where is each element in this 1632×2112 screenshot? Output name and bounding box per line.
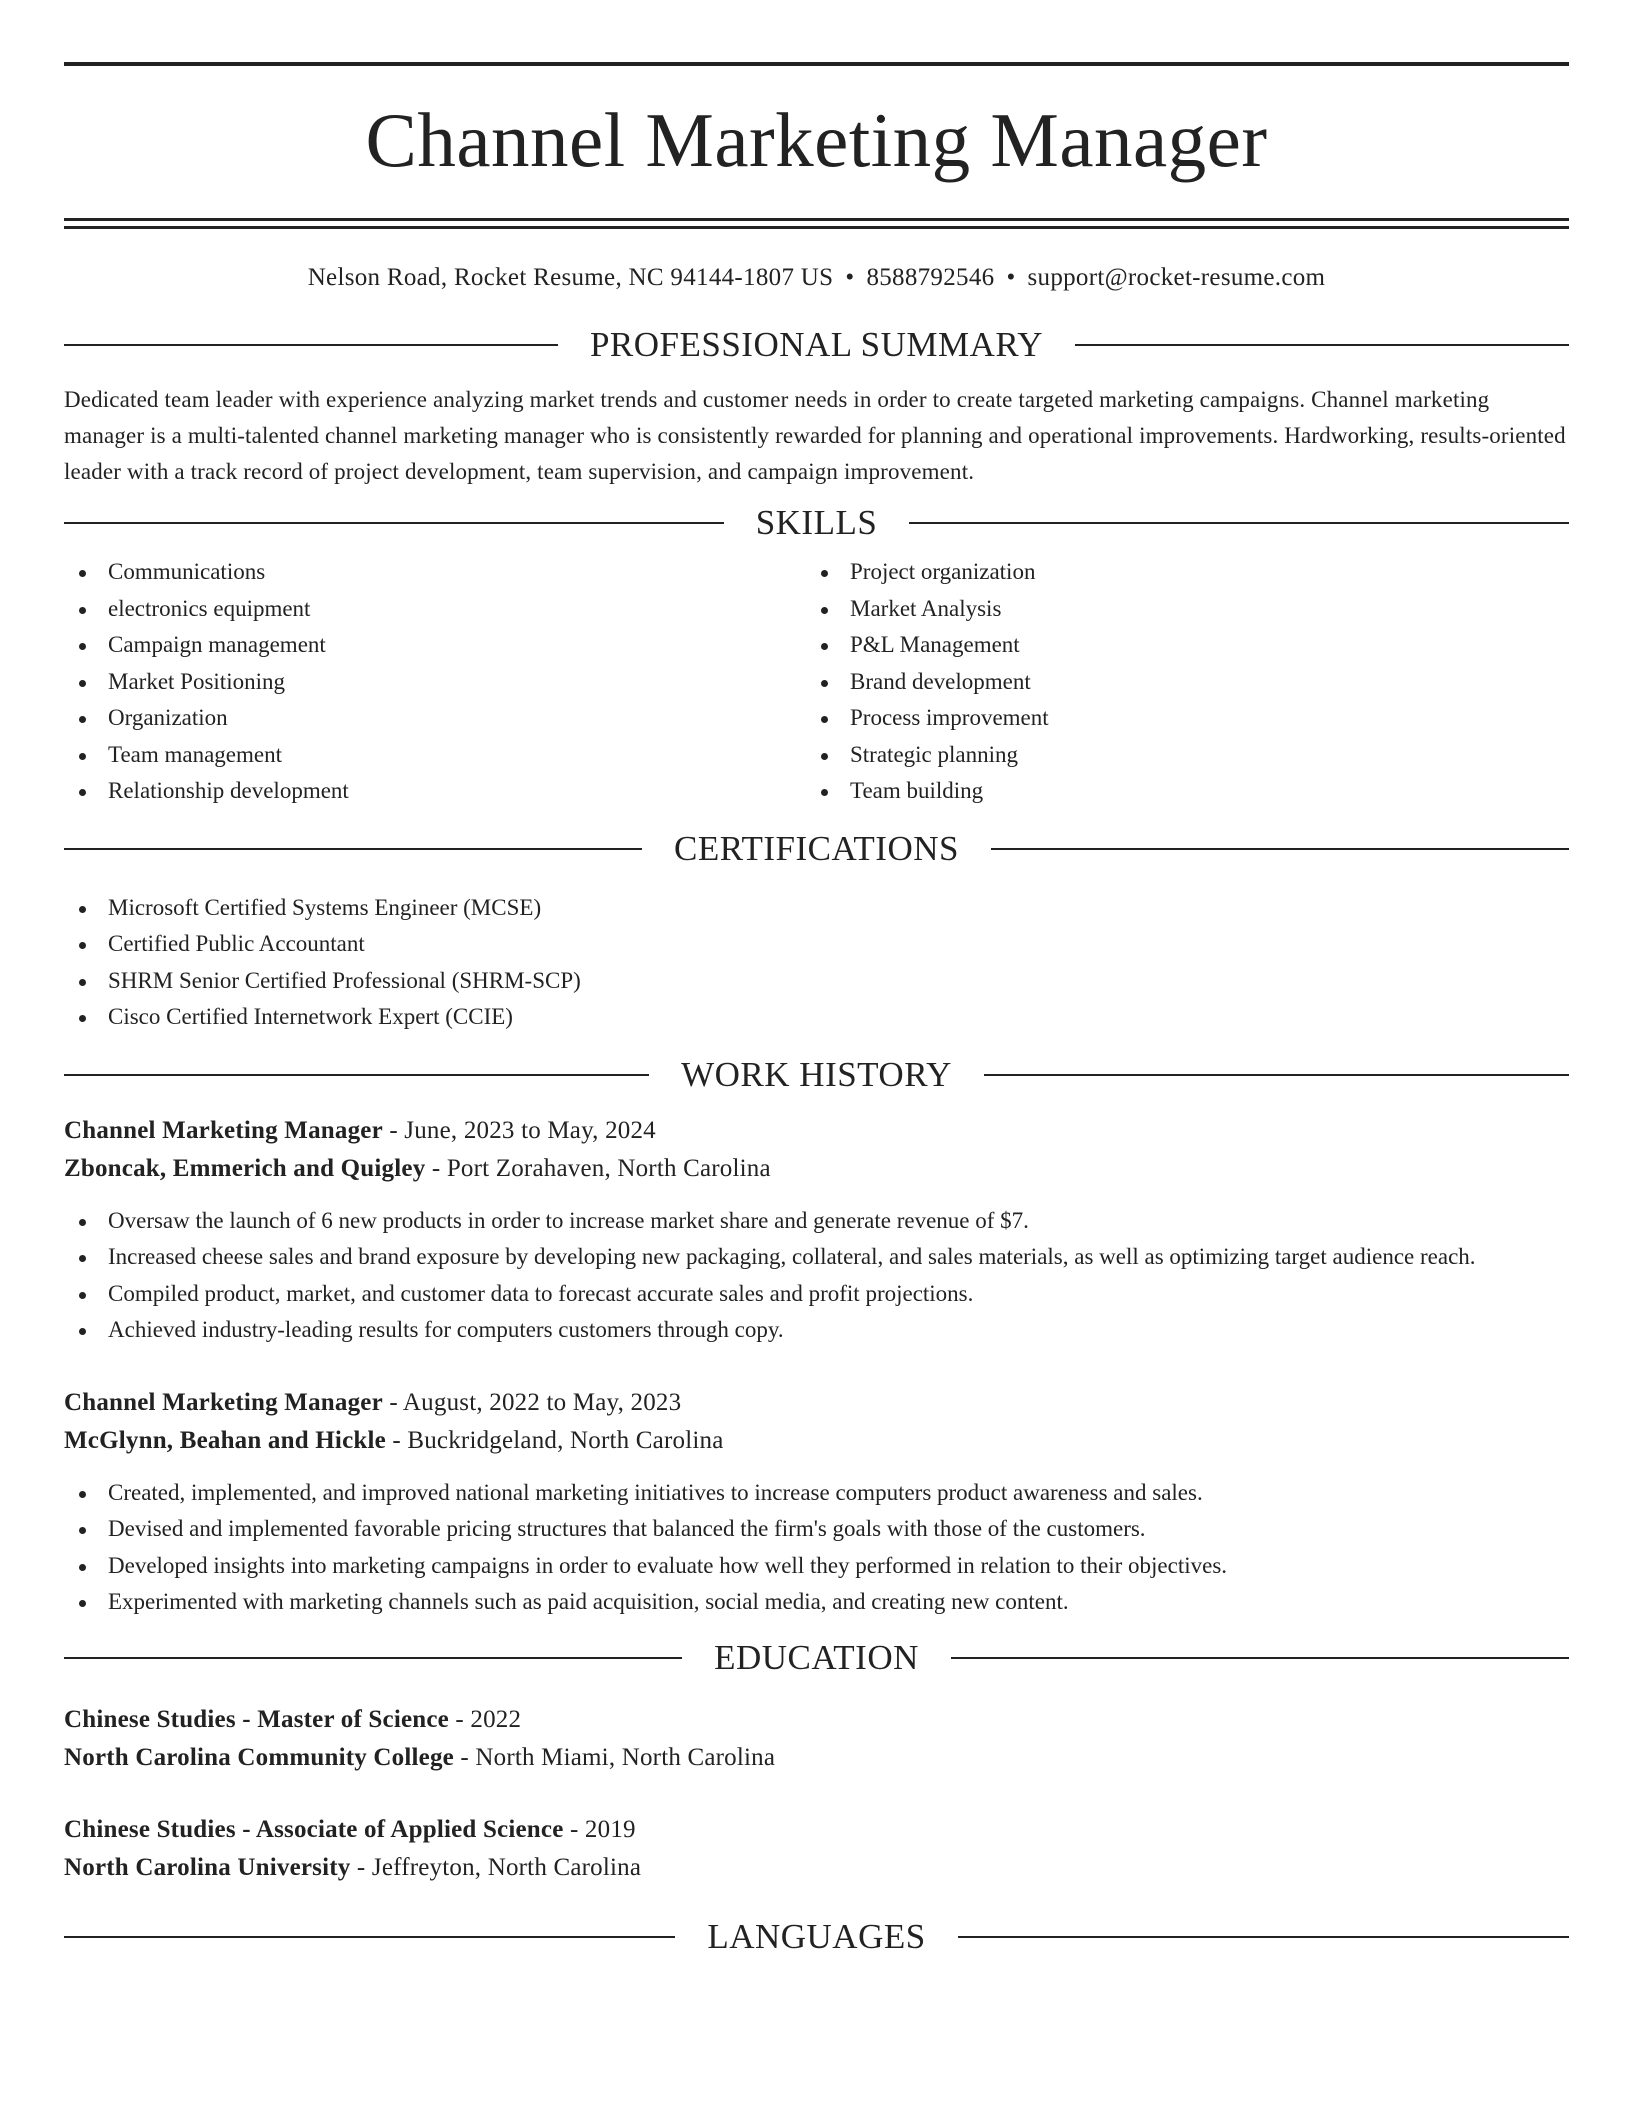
education-school-line xyxy=(64,1739,1569,1777)
skills-list-right xyxy=(806,554,1548,810)
list-item: Microsoft Certified Systems Engineer (MCSE) xyxy=(64,890,1569,927)
section-heading-certifications xyxy=(64,829,1569,869)
section-title: EDUCATION xyxy=(714,1637,919,1677)
summary-text: Dedicated team leader with experience analyzing market trends and customer needs in order to create targeted marketing campaigns. Channel marketing manager is a multi-talented channel marketing manager who is consistently rewarded for planning and operational improvements. Hardworking, results-oriented leader with a track record of project development, team supervision, and campaign improvement. xyxy=(64,387,1566,484)
section-heading-languages xyxy=(64,1917,1569,1957)
skills-columns xyxy=(64,554,1569,810)
list-item: Market Positioning xyxy=(64,664,806,701)
job-dates: - June, 2023 to May, 2024 xyxy=(382,1116,656,1144)
list-item: Relationship development xyxy=(64,773,806,810)
education-school-line xyxy=(64,1849,1569,1887)
job-company: Zboncak, Emmerich and Quigley xyxy=(64,1154,426,1182)
education-degree: Chinese Studies - Associate of Applied Science xyxy=(64,1815,564,1843)
list-item: Team management xyxy=(64,737,806,774)
job-title-line xyxy=(64,1112,1569,1150)
list-item: Increased cheese sales and brand exposure by developing new packaging, collateral, and sales materials, as well as optimizing target audience reach. xyxy=(64,1239,1569,1276)
job-dates: - August, 2022 to May, 2023 xyxy=(382,1388,682,1416)
education-entry xyxy=(64,1811,1569,1887)
section-heading-summary xyxy=(64,325,1569,365)
section-title: SKILLS xyxy=(755,503,878,542)
section-title: LANGUAGES xyxy=(707,1916,926,1956)
job-entry xyxy=(64,1112,1569,1349)
contact-separator: • xyxy=(1006,264,1016,291)
job-location: - Buckridgeland, North Carolina xyxy=(385,1426,724,1454)
job-title-line xyxy=(64,1384,1569,1422)
list-item: Communications xyxy=(64,554,806,591)
list-item: Process improvement xyxy=(806,700,1548,737)
skills-list-left xyxy=(64,554,806,810)
list-item: Experimented with marketing channels such as paid acquisition, social media, and creating new content. xyxy=(64,1584,1569,1621)
job-location: - Port Zorahaven, North Carolina xyxy=(425,1154,771,1182)
list-item: P&L Management xyxy=(806,627,1548,664)
job-bullets xyxy=(64,1203,1569,1349)
certifications-list xyxy=(64,890,1569,1036)
education-degree-line xyxy=(64,1811,1569,1849)
education-degree: Chinese Studies - Master of Science xyxy=(64,1705,449,1733)
education-location: - North Miami, North Carolina xyxy=(453,1743,776,1771)
list-item: Strategic planning xyxy=(806,737,1548,774)
education-entry xyxy=(64,1701,1569,1777)
education-location: - Jeffreyton, North Carolina xyxy=(350,1853,642,1881)
resume-name: Channel Marketing Manager xyxy=(365,97,1268,183)
list-item: Devised and implemented favorable pricing structures that balanced the firm's goals with those of the customers. xyxy=(64,1511,1569,1548)
education-degree-line xyxy=(64,1701,1569,1739)
list-item: Compiled product, market, and customer data to forecast accurate sales and profit projections. xyxy=(64,1276,1569,1313)
job-company: McGlynn, Beahan and Hickle xyxy=(64,1426,386,1454)
section-heading-skills xyxy=(64,503,1569,543)
job-entry xyxy=(64,1384,1569,1621)
top-rule xyxy=(64,62,1569,66)
section-heading-education xyxy=(64,1638,1569,1678)
education-year: - 2019 xyxy=(563,1815,636,1843)
list-item: Project organization xyxy=(806,554,1548,591)
contact-separator: • xyxy=(845,264,855,291)
section-title: WORK HISTORY xyxy=(681,1054,952,1094)
contact-email[interactable]: support@rocket-resume.com xyxy=(1027,264,1326,291)
education-year: - 2022 xyxy=(448,1705,522,1733)
section-heading-work xyxy=(64,1055,1569,1095)
contact-line xyxy=(64,262,1569,294)
list-item: Achieved industry-leading results for computers customers through copy. xyxy=(64,1312,1569,1349)
resume-content xyxy=(64,0,1569,1957)
list-item: Certified Public Accountant xyxy=(64,926,1569,963)
list-item: Market Analysis xyxy=(806,591,1548,628)
list-item: Campaign management xyxy=(64,627,806,664)
list-item: Organization xyxy=(64,700,806,737)
contact-address: Nelson Road, Rocket Resume, NC 94144-1807 US xyxy=(307,264,834,291)
education-school: North Carolina Community College xyxy=(64,1743,454,1771)
job-role: Channel Marketing Manager xyxy=(64,1388,383,1416)
list-item: Developed insights into marketing campaigns in order to evaluate how well they performed in relation to their objectives. xyxy=(64,1548,1569,1585)
section-title: CERTIFICATIONS xyxy=(674,828,959,868)
double-rule xyxy=(64,218,1569,229)
list-item: Created, implemented, and improved national marketing initiatives to increase computers product awareness and sales. xyxy=(64,1475,1569,1512)
job-role: Channel Marketing Manager xyxy=(64,1116,383,1144)
job-company-line xyxy=(64,1422,1569,1460)
list-item: Brand development xyxy=(806,664,1548,701)
job-bullets xyxy=(64,1475,1569,1621)
education-school: North Carolina University xyxy=(64,1853,351,1881)
list-item: electronics equipment xyxy=(64,591,806,628)
list-item: Cisco Certified Internetwork Expert (CCIE) xyxy=(64,999,1569,1036)
list-item: Oversaw the launch of 6 new products in order to increase market share and generate revenue of $7. xyxy=(64,1203,1569,1240)
list-item: SHRM Senior Certified Professional (SHRM-SCP) xyxy=(64,963,1569,1000)
contact-phone: 8588792546 xyxy=(866,264,995,291)
job-company-line xyxy=(64,1150,1569,1188)
list-item: Team building xyxy=(806,773,1548,810)
section-title: PROFESSIONAL SUMMARY xyxy=(589,325,1044,364)
